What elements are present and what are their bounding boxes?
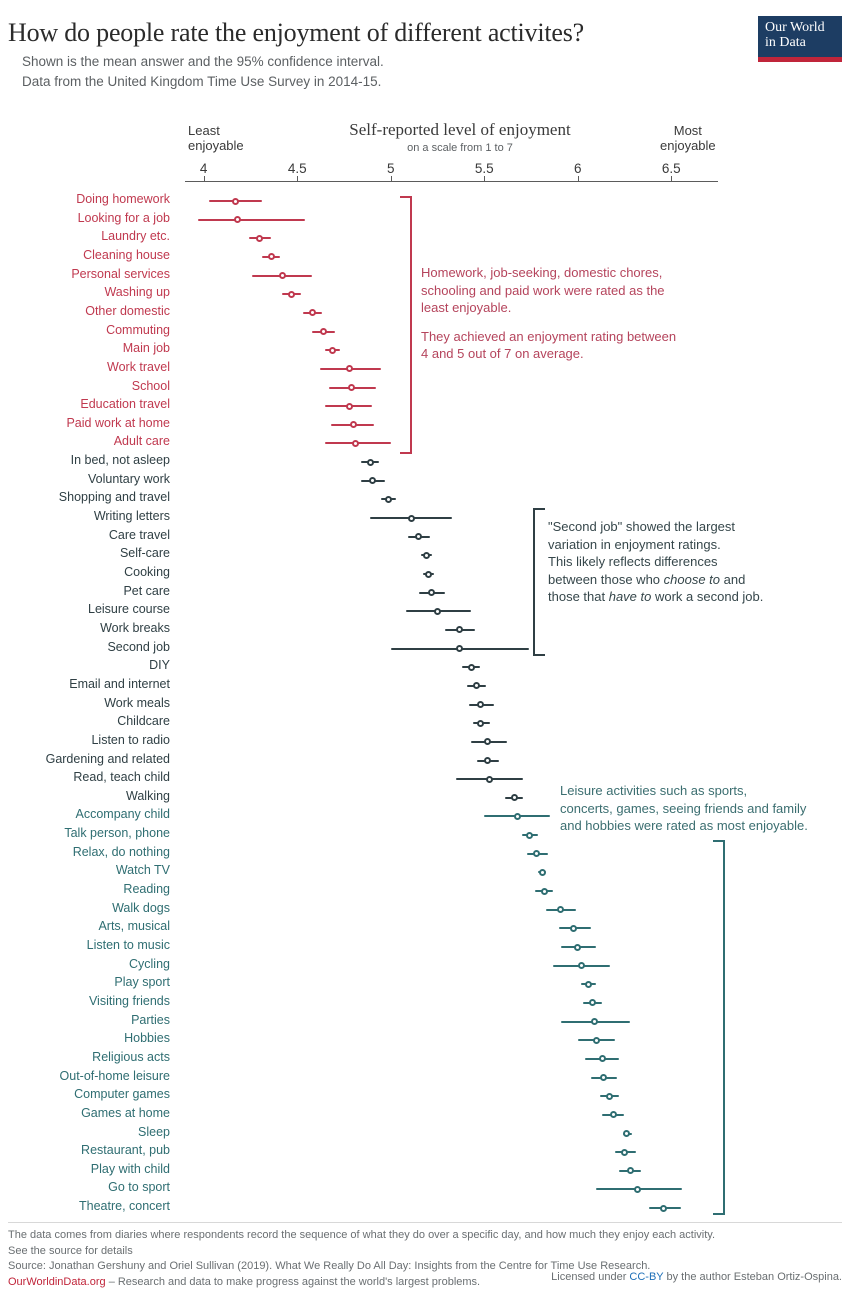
- row-label-personal-services: Personal services: [71, 266, 170, 281]
- chart-row[interactable]: [0, 490, 850, 508]
- chart-row[interactable]: [0, 472, 850, 490]
- confidence-interval-bar: [198, 219, 305, 221]
- mean-marker[interactable]: [660, 1205, 667, 1212]
- mean-marker[interactable]: [320, 328, 327, 335]
- footer-source: Source: Jonathan Gershuny and Oriel Sullivan (2019). What We Really Do All Day: Insights from the Centre for Time Use Research.: [8, 1260, 651, 1273]
- mean-marker[interactable]: [309, 309, 316, 316]
- annotation-second-job-l4: [548, 571, 810, 589]
- mean-marker[interactable]: [288, 291, 295, 298]
- row-label-reading: Reading: [123, 882, 170, 897]
- row-label-play-sport: Play sport: [114, 975, 170, 990]
- mean-marker[interactable]: [367, 459, 374, 466]
- row-label-play-with-child: Play with child: [90, 1161, 170, 1176]
- row-label-looking-for-a-job: Looking for a job: [77, 210, 170, 225]
- mean-marker[interactable]: [610, 1111, 617, 1118]
- row-label-commuting: Commuting: [106, 322, 170, 337]
- owid-site-link[interactable]: OurWorldinData.org: [8, 1275, 106, 1288]
- chart-row[interactable]: [0, 192, 850, 210]
- mean-marker[interactable]: [627, 1167, 634, 1174]
- mean-marker[interactable]: [533, 850, 540, 857]
- mean-marker[interactable]: [352, 440, 359, 447]
- mean-marker[interactable]: [232, 198, 239, 205]
- mean-marker[interactable]: [408, 515, 415, 522]
- row-label-leisure-course: Leisure course: [88, 602, 170, 617]
- x-axis-title: Self-reported level of enjoyment: [349, 120, 571, 139]
- mean-marker[interactable]: [574, 944, 581, 951]
- page-title: How do people rate the enjoyment of different activites?: [8, 18, 584, 47]
- axis-end-label-least: Least enjoyable: [188, 123, 244, 153]
- mean-marker[interactable]: [600, 1074, 607, 1081]
- row-label-accompany-child: Accompany child: [75, 807, 170, 822]
- row-label-listen-to-music: Listen to music: [86, 938, 170, 952]
- annotation-least-enjoyable-p2: They achieved an enjoyment rating between 4 and 5 out of 7 on average.: [421, 328, 677, 362]
- row-label-out-of-home-leisure: Out-of-home leisure: [59, 1068, 170, 1083]
- row-label-arts-musical: Arts, musical: [98, 919, 170, 934]
- mean-marker[interactable]: [348, 384, 355, 391]
- mean-marker[interactable]: [591, 1018, 598, 1025]
- row-label-cooking: Cooking: [124, 565, 170, 579]
- row-label-work-travel: Work travel: [107, 359, 170, 374]
- logo-line-2: in Data: [765, 34, 806, 50]
- row-label-watch-tv: Watch TV: [115, 863, 170, 878]
- mean-marker[interactable]: [511, 794, 518, 801]
- row-label-main-job: Main job: [122, 341, 170, 356]
- mean-marker[interactable]: [346, 365, 353, 372]
- chart-row[interactable]: [0, 640, 850, 658]
- row-label-in-bed-not-asleep: In bed, not asleep: [70, 453, 170, 468]
- row-label-education-travel: Education travel: [80, 397, 170, 412]
- row-label-visiting-friends: Visiting friends: [88, 993, 170, 1008]
- mean-marker[interactable]: [585, 981, 592, 988]
- mean-marker[interactable]: [589, 999, 596, 1006]
- mean-marker[interactable]: [526, 832, 533, 839]
- annotation-second-job-l5b-emph: have to: [608, 589, 652, 605]
- row-label-other-domestic: Other domestic: [85, 303, 170, 318]
- mean-marker[interactable]: [623, 1130, 630, 1137]
- annotation-most-enjoyable-l2: concerts, games, seeing friends and family: [560, 800, 807, 816]
- chart-row[interactable]: [0, 696, 850, 714]
- chart-row[interactable]: [0, 658, 850, 676]
- footer-license-post: by the author Esteban Ortiz-Ospina.: [663, 1271, 842, 1283]
- row-label-cleaning-house: Cleaning house: [83, 247, 170, 262]
- mean-marker[interactable]: [329, 347, 336, 354]
- chart-row[interactable]: [0, 434, 850, 452]
- row-label-walk-dogs: Walk dogs: [112, 900, 170, 915]
- mean-marker[interactable]: [468, 664, 475, 671]
- row-label-gardening-and-related: Gardening and related: [45, 751, 170, 766]
- x-tick-label-5.5: 5.5: [474, 161, 494, 176]
- annotation-most-enjoyable-l1: Leisure activities such as sports,: [560, 783, 748, 798]
- row-label-paid-work-at-home: Paid work at home: [66, 415, 170, 430]
- mean-marker[interactable]: [434, 608, 441, 615]
- annotation-second-job-l4a: between those who: [548, 571, 664, 587]
- chart-row[interactable]: [0, 621, 850, 639]
- mean-marker[interactable]: [599, 1055, 606, 1062]
- x-tick-label-4: 4: [199, 161, 208, 176]
- row-label-games-at-home: Games at home: [81, 1105, 170, 1120]
- mean-marker[interactable]: [234, 216, 241, 223]
- mean-marker[interactable]: [486, 776, 493, 783]
- mean-marker[interactable]: [634, 1186, 641, 1193]
- chart-row[interactable]: [0, 379, 850, 397]
- mean-marker[interactable]: [593, 1037, 600, 1044]
- mean-marker[interactable]: [570, 925, 577, 932]
- row-label-parties: Parties: [131, 1012, 170, 1027]
- row-label-cycling: Cycling: [129, 956, 170, 971]
- mean-marker[interactable]: [428, 589, 435, 596]
- chart-row[interactable]: [0, 677, 850, 695]
- row-label-theatre-concert: Theatre, concert: [78, 1199, 170, 1214]
- row-label-pet-care: Pet care: [123, 583, 170, 598]
- annotation-second-job-l4b-emph: choose to: [663, 571, 721, 587]
- row-label-washing-up: Washing up: [104, 285, 170, 300]
- chart-row[interactable]: [0, 229, 850, 247]
- mean-marker[interactable]: [484, 757, 491, 764]
- mean-marker[interactable]: [621, 1149, 628, 1156]
- annotation-least-enjoyable-p1: Homework, job-seeking, domestic chores, schooling and paid work were rated as the least enjoyable.: [421, 265, 665, 316]
- subtitle-line-2: Data from the United Kingdom Time Use Survey in 2014-15.: [22, 73, 382, 89]
- annotation-second-job-l5c: work a second job.: [651, 589, 764, 605]
- row-label-religious-acts: Religious acts: [92, 1049, 170, 1064]
- row-label-sleep: Sleep: [138, 1124, 170, 1139]
- footer-note-line-1: The data comes from diaries where respondents record the sequence of what they do over a specific day, and how much they enjoy each activity.: [8, 1229, 716, 1241]
- row-label-doing-homework: Doing homework: [76, 192, 170, 206]
- mean-marker[interactable]: [456, 626, 463, 633]
- row-label-email-and-internet: Email and internet: [69, 676, 170, 691]
- mean-marker[interactable]: [606, 1093, 613, 1100]
- row-label-work-breaks: Work breaks: [100, 620, 170, 635]
- x-tick-label-6: 6: [573, 161, 582, 176]
- mean-marker[interactable]: [423, 552, 430, 559]
- row-label-care-travel: Care travel: [108, 527, 170, 542]
- mean-marker[interactable]: [415, 533, 422, 540]
- annotation-second-job-l3: This likely reflects differences: [548, 554, 718, 570]
- annotation-second-job-l1: "Second job" showed the largest: [548, 519, 736, 534]
- row-label-writing-letters: Writing letters: [93, 509, 170, 524]
- row-label-listen-to-radio: Listen to radio: [91, 732, 170, 747]
- row-label-relax-do-nothing: Relax, do nothing: [72, 844, 170, 859]
- mean-marker[interactable]: [456, 645, 463, 652]
- row-label-childcare: Childcare: [117, 714, 170, 729]
- row-label-restaurant-pub: Restaurant, pub: [81, 1143, 170, 1158]
- row-label-hobbies: Hobbies: [124, 1031, 170, 1046]
- annotation-second-job-l5: [548, 588, 810, 606]
- footer-license: [551, 1270, 842, 1286]
- annotation-second-job-l2: variation in enjoyment ratings.: [548, 536, 721, 552]
- x-tick-label-6.5: 6.5: [661, 161, 681, 176]
- mean-marker[interactable]: [484, 738, 491, 745]
- mean-marker[interactable]: [369, 477, 376, 484]
- x-tick-label-4.5: 4.5: [287, 161, 307, 176]
- logo-line-1: Our World: [765, 20, 825, 35]
- chart-row[interactable]: [0, 416, 850, 434]
- row-label-school: School: [131, 378, 170, 393]
- mean-marker[interactable]: [541, 888, 548, 895]
- mean-marker[interactable]: [346, 403, 353, 410]
- footer-tagline: – Research and data to make progress against the world's largest problems.: [108, 1275, 481, 1288]
- chart-row[interactable]: [0, 714, 850, 732]
- mean-marker[interactable]: [539, 869, 546, 876]
- row-label-laundry-etc: Laundry etc.: [101, 229, 170, 244]
- chart-row[interactable]: [0, 211, 850, 229]
- mean-marker[interactable]: [557, 906, 564, 913]
- cc-by-link[interactable]: CC-BY: [629, 1271, 664, 1283]
- mean-marker[interactable]: [578, 962, 585, 969]
- chart-row[interactable]: [0, 397, 850, 415]
- footer: [8, 1228, 842, 1290]
- annotation-second-job-l5a: those that: [548, 589, 609, 605]
- mean-marker[interactable]: [514, 813, 521, 820]
- footer-note-line-2: See the source for details: [8, 1244, 133, 1257]
- mean-marker[interactable]: [256, 235, 263, 242]
- row-label-diy: DIY: [149, 658, 170, 673]
- mean-marker[interactable]: [268, 253, 275, 260]
- row-label-adult-care: Adult care: [113, 434, 170, 449]
- x-axis-subtitle: on a scale from 1 to 7: [407, 142, 513, 154]
- annotation-second-job-l4c: and: [720, 571, 746, 587]
- mean-marker[interactable]: [279, 272, 286, 279]
- row-label-second-job: Second job: [107, 639, 170, 654]
- mean-marker[interactable]: [385, 496, 392, 503]
- row-label-go-to-sport: Go to sport: [108, 1180, 170, 1195]
- annotation-most-enjoyable-l3: and hobbies were rated as most enjoyable.: [560, 818, 808, 834]
- mean-marker[interactable]: [473, 682, 480, 689]
- row-label-voluntary-work: Voluntary work: [88, 471, 170, 486]
- annotation-second-job: [548, 518, 810, 606]
- footer-license-pre: Licensed under: [551, 1271, 630, 1283]
- axis-end-label-most: Most enjoyable: [660, 123, 716, 153]
- mean-marker[interactable]: [477, 701, 484, 708]
- chart-row[interactable]: [0, 733, 850, 751]
- row-label-self-care: Self-care: [119, 546, 170, 561]
- row-label-talk-person-phone: Talk person, phone: [64, 826, 170, 841]
- chart-row[interactable]: [0, 453, 850, 471]
- chart-row[interactable]: [0, 752, 850, 770]
- row-label-read-teach-child: Read, teach child: [73, 770, 170, 785]
- annotation-most-enjoyable: [560, 782, 842, 835]
- mean-marker[interactable]: [425, 571, 432, 578]
- mean-marker[interactable]: [350, 421, 357, 428]
- row-label-work-meals: Work meals: [104, 695, 170, 710]
- row-label-shopping-and-travel: Shopping and travel: [58, 490, 170, 505]
- row-label-walking: Walking: [126, 788, 170, 803]
- subtitle-line-1: Shown is the mean answer and the 95% confidence interval.: [22, 54, 384, 69]
- footer-divider: [8, 1222, 842, 1223]
- mean-marker[interactable]: [477, 720, 484, 727]
- row-label-computer-games: Computer games: [74, 1087, 170, 1102]
- x-tick-label-5: 5: [386, 161, 395, 176]
- annotation-least-enjoyable: [421, 264, 681, 363]
